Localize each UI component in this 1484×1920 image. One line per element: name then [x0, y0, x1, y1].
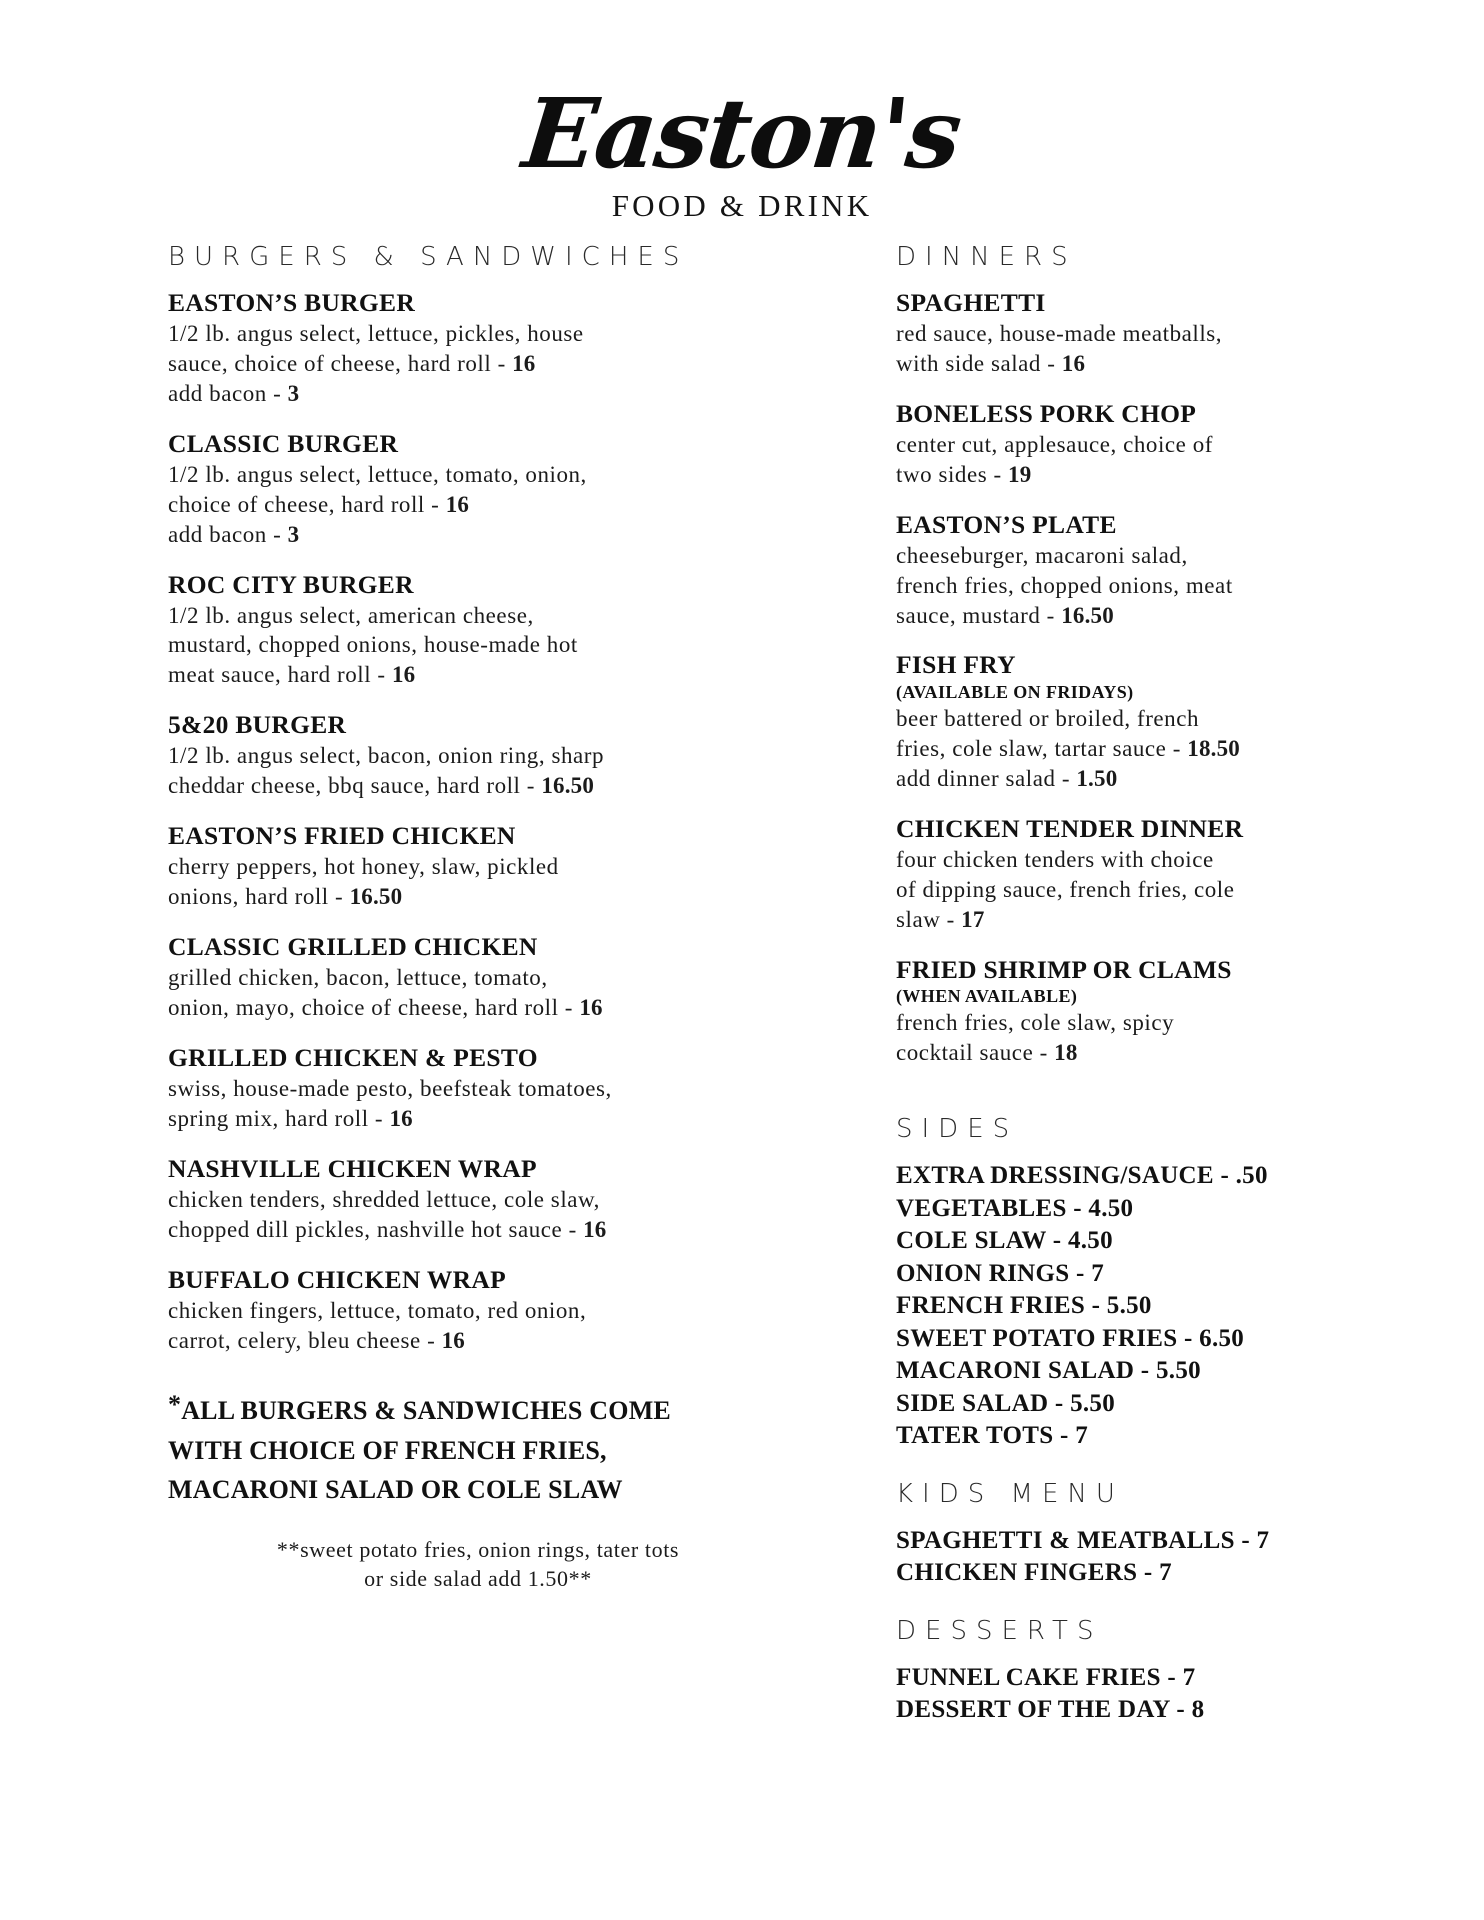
menu-item-description — [896, 1008, 1396, 1068]
desc-line: onions, hard roll - — [168, 884, 350, 910]
desc-line: french fries, cole slaw, spicy — [896, 1010, 1175, 1036]
burgers-sandwiches-column — [168, 242, 828, 1593]
menu-item-description — [168, 1296, 828, 1356]
note-line: or side salad add 1.50** — [364, 1565, 592, 1591]
addon-price: 3 — [287, 380, 300, 406]
menu-item-price: 16.50 — [349, 884, 403, 910]
dessert-item-name: FUNNEL CAKE FRIES - — [896, 1663, 1183, 1691]
dessert-item — [896, 1662, 1396, 1695]
menu-item-price: 16 — [389, 1105, 413, 1131]
menu-item-description — [896, 541, 1396, 631]
desc-line: beer battered or broiled, french — [896, 706, 1200, 732]
desc-line: of dipping sauce, french fries, cole — [896, 876, 1235, 902]
menu-item — [168, 288, 828, 409]
section-heading-burgers-sandwiches: BURGERS & SANDWICHES — [168, 242, 689, 272]
side-item-name: SIDE SALAD - — [896, 1389, 1071, 1417]
desc-line: two sides - — [896, 461, 1009, 487]
menu-columns — [0, 224, 1484, 1727]
desc-line: slaw - — [896, 906, 962, 932]
desc-line: choice of cheese, hard roll - — [168, 491, 446, 517]
desc-line: spring mix, hard roll - — [168, 1105, 390, 1131]
menu-item-description — [896, 704, 1396, 794]
side-item — [896, 1290, 1396, 1323]
menu-item-price: 16 — [391, 662, 416, 688]
desc-line: chopped dill pickles, nashville hot sauce - — [168, 1216, 584, 1242]
addon-label: add dinner salad - — [896, 765, 1077, 791]
dessert-item-price: 8 — [1191, 1696, 1205, 1724]
menu-item — [168, 429, 828, 550]
menu-item — [896, 955, 1396, 1068]
menu-item-description — [168, 852, 828, 912]
side-item — [896, 1160, 1396, 1193]
menu-item — [168, 1043, 828, 1134]
desc-line: chicken tenders, shredded lettuce, cole slaw, — [168, 1186, 600, 1212]
kids-item-name: SPAGHETTI & MEATBALLS - — [896, 1526, 1257, 1554]
side-item-price: 7 — [1075, 1422, 1089, 1450]
spacer — [896, 1590, 1396, 1616]
side-item — [896, 1258, 1396, 1291]
section-heading-dinners: DINNERS — [896, 242, 1077, 272]
desc-line: red sauce, house-made meatballs, — [896, 321, 1223, 347]
section-heading-sides: SIDES — [896, 1114, 1019, 1145]
menu-item-name: EASTON’S BURGER — [168, 288, 416, 317]
side-item-price: 6.50 — [1199, 1324, 1245, 1352]
asterisk-icon: * — [168, 1390, 182, 1420]
menu-item — [168, 821, 828, 912]
desc-line: meat sauce, hard roll - — [168, 662, 392, 688]
menu-item-name: SPAGHETTI — [896, 288, 1046, 317]
desc-line: four chicken tenders with choice — [896, 846, 1214, 872]
desc-line: grilled chicken, bacon, lettuce, tomato, — [168, 965, 548, 991]
side-item — [896, 1323, 1396, 1356]
note-line: MACARONI SALAD OR COLE SLAW — [168, 1475, 623, 1505]
menu-item-name: 5&20 BURGER — [168, 710, 347, 740]
menu-item — [896, 399, 1396, 490]
menu-item-price: 16 — [583, 1216, 607, 1242]
menu-item-price: 16 — [1061, 350, 1086, 376]
addon-price: 1.50 — [1076, 765, 1118, 791]
menu-item-price: 18.50 — [1187, 736, 1240, 762]
menu-item-description — [896, 319, 1396, 379]
menu-item-price: 16.50 — [1061, 602, 1114, 628]
spacer — [896, 1453, 1396, 1479]
all-burgers-include-note — [168, 1385, 828, 1510]
addon-label: add bacon - — [168, 380, 288, 406]
menu-item-price: 17 — [961, 906, 985, 932]
desc-line: cheddar cheese, bbq sauce, hard roll - — [168, 773, 542, 799]
side-item-name: TATER TOTS - — [896, 1422, 1076, 1450]
addon-label: add bacon - — [168, 521, 288, 547]
note-line: WITH CHOICE OF FRENCH FRIES, — [168, 1435, 607, 1465]
desc-line: 1/2 lb. angus select, bacon, onion ring, sharp — [168, 743, 605, 769]
side-item-price: 5.50 — [1106, 1292, 1152, 1320]
menu-item — [168, 710, 828, 801]
desc-line: carrot, celery, bleu cheese - — [168, 1327, 442, 1353]
menu-item — [168, 932, 828, 1023]
menu-item-price: 16.50 — [541, 773, 595, 799]
side-item-name: ONION RINGS - — [896, 1259, 1092, 1287]
desc-line: fries, cole slaw, tartar sauce - — [896, 736, 1188, 762]
menu-item-description — [168, 741, 828, 801]
menu-item-name: CLASSIC GRILLED CHICKEN — [168, 931, 538, 961]
desc-line: cheeseburger, macaroni salad, — [896, 542, 1188, 568]
menu-item-name: BONELESS PORK CHOP — [896, 398, 1197, 428]
menu-item-description — [168, 601, 828, 691]
dinners-sides-column — [896, 242, 1396, 1727]
menu-item — [168, 1154, 828, 1245]
side-item-price: 5.50 — [1155, 1357, 1201, 1385]
menu-item-price: 16 — [512, 350, 536, 376]
desc-line: center cut, applesauce, choice of — [896, 431, 1213, 457]
menu-item-description — [168, 1074, 828, 1134]
side-item — [896, 1420, 1396, 1453]
side-item — [896, 1355, 1396, 1388]
desc-line: sauce, choice of cheese, hard roll - — [168, 350, 513, 376]
desc-line: french fries, chopped onions, meat — [896, 572, 1233, 598]
menu-item-name: CHICKEN TENDER DINNER — [896, 813, 1244, 843]
menu-item-description — [168, 963, 828, 1023]
dessert-item-price: 7 — [1182, 1663, 1196, 1691]
menu-item-name: FRIED SHRIMP OR CLAMS — [896, 954, 1232, 984]
menu-item-price: 16 — [579, 994, 603, 1020]
menu-item-description — [896, 845, 1396, 935]
side-item-price: 5.50 — [1070, 1389, 1116, 1417]
menu-item-description — [896, 430, 1396, 490]
side-item-price: 4.50 — [1088, 1194, 1134, 1222]
kids-item-price: 7 — [1256, 1526, 1270, 1554]
dessert-item — [896, 1694, 1396, 1727]
desc-line: with side salad - — [896, 350, 1062, 376]
kids-item-price: 7 — [1159, 1559, 1172, 1587]
side-item — [896, 1193, 1396, 1226]
kids-item — [896, 1525, 1396, 1558]
menu-item — [896, 650, 1396, 793]
menu-item-description — [168, 460, 828, 550]
menu-masthead — [0, 0, 1484, 224]
menu-item-price: 16 — [445, 491, 470, 517]
desc-line: mustard, chopped onions, house-made hot — [168, 632, 578, 658]
section-heading-desserts: DESSERTS — [896, 1615, 1103, 1646]
desc-line: cocktail sauce - — [896, 1040, 1055, 1066]
menu-item-name: ROC CITY BURGER — [168, 569, 414, 599]
menu-item-name: GRILLED CHICKEN & PESTO — [168, 1042, 538, 1072]
kids-item-name: CHICKEN FINGERS - — [896, 1559, 1160, 1587]
menu-item-availability-note: (AVAILABLE ON FRIDAYS) — [896, 681, 1134, 702]
side-item-price: .50 — [1235, 1162, 1268, 1190]
restaurant-tagline: FOOD & DRINK — [611, 188, 873, 223]
menu-item — [168, 570, 828, 691]
side-item-name: MACARONI SALAD - — [896, 1357, 1156, 1385]
menu-item-name: BUFFALO CHICKEN WRAP — [168, 1264, 506, 1294]
side-item-name: EXTRA DRESSING/SAUCE - — [896, 1162, 1236, 1190]
menu-item-description — [168, 319, 828, 409]
menu-item-name: EASTON’S FRIED CHICKEN — [168, 821, 516, 851]
menu-item-availability-note: (WHEN AVAILABLE) — [896, 985, 1078, 1006]
menu-item-name: EASTON’S PLATE — [896, 509, 1117, 539]
side-item-name: VEGETABLES - — [896, 1194, 1089, 1222]
menu-item-name: CLASSIC BURGER — [168, 428, 399, 458]
side-item-name: COLE SLAW - — [896, 1227, 1068, 1255]
section-heading-kids-menu: KIDS MENU — [896, 1478, 1124, 1509]
side-item-name: SWEET POTATO FRIES - — [896, 1324, 1200, 1352]
menu-item-price: 16 — [441, 1327, 466, 1353]
menu-item-name: FISH FRY — [896, 650, 1016, 680]
desc-line: 1/2 lb. angus select, lettuce, pickles, house — [168, 321, 584, 347]
menu-item — [896, 288, 1396, 379]
note-line: ALL BURGERS & SANDWICHES COME — [181, 1396, 671, 1426]
menu-item-description — [168, 1185, 828, 1245]
spacer — [896, 1088, 1396, 1114]
menu-item-price: 19 — [1008, 461, 1032, 487]
desc-line: cherry peppers, hot honey, slaw, pickled — [168, 854, 559, 880]
side-item-price: 4.50 — [1067, 1227, 1113, 1255]
dessert-item-name: DESSERT OF THE DAY - — [896, 1696, 1192, 1724]
side-item-price: 7 — [1091, 1259, 1105, 1287]
upcharge-note — [168, 1536, 788, 1593]
desc-line: 1/2 lb. angus select, lettuce, tomato, onion, — [168, 461, 587, 487]
kids-item — [896, 1557, 1396, 1590]
side-item — [896, 1388, 1396, 1421]
side-item — [896, 1225, 1396, 1258]
desc-line: onion, mayo, choice of cheese, hard roll - — [168, 994, 580, 1020]
menu-item-price: 18 — [1054, 1040, 1078, 1066]
note-line: **sweet potato fries, onion rings, tater tots — [276, 1536, 680, 1562]
desc-line: chicken fingers, lettuce, tomato, red onion, — [168, 1297, 587, 1323]
side-item-name: FRENCH FRIES - — [896, 1292, 1107, 1320]
menu-item — [896, 510, 1396, 631]
desc-line: swiss, house-made pesto, beefsteak tomatoes, — [168, 1075, 612, 1101]
desc-line: sauce, mustard - — [896, 602, 1062, 628]
menu-item — [896, 814, 1396, 935]
menu-item-name: NASHVILLE CHICKEN WRAP — [168, 1153, 537, 1183]
desc-line: 1/2 lb. angus select, american cheese, — [168, 602, 534, 628]
addon-price: 3 — [287, 521, 300, 547]
menu-item — [168, 1265, 828, 1356]
restaurant-logo-wordmark: Easton's — [518, 77, 966, 190]
